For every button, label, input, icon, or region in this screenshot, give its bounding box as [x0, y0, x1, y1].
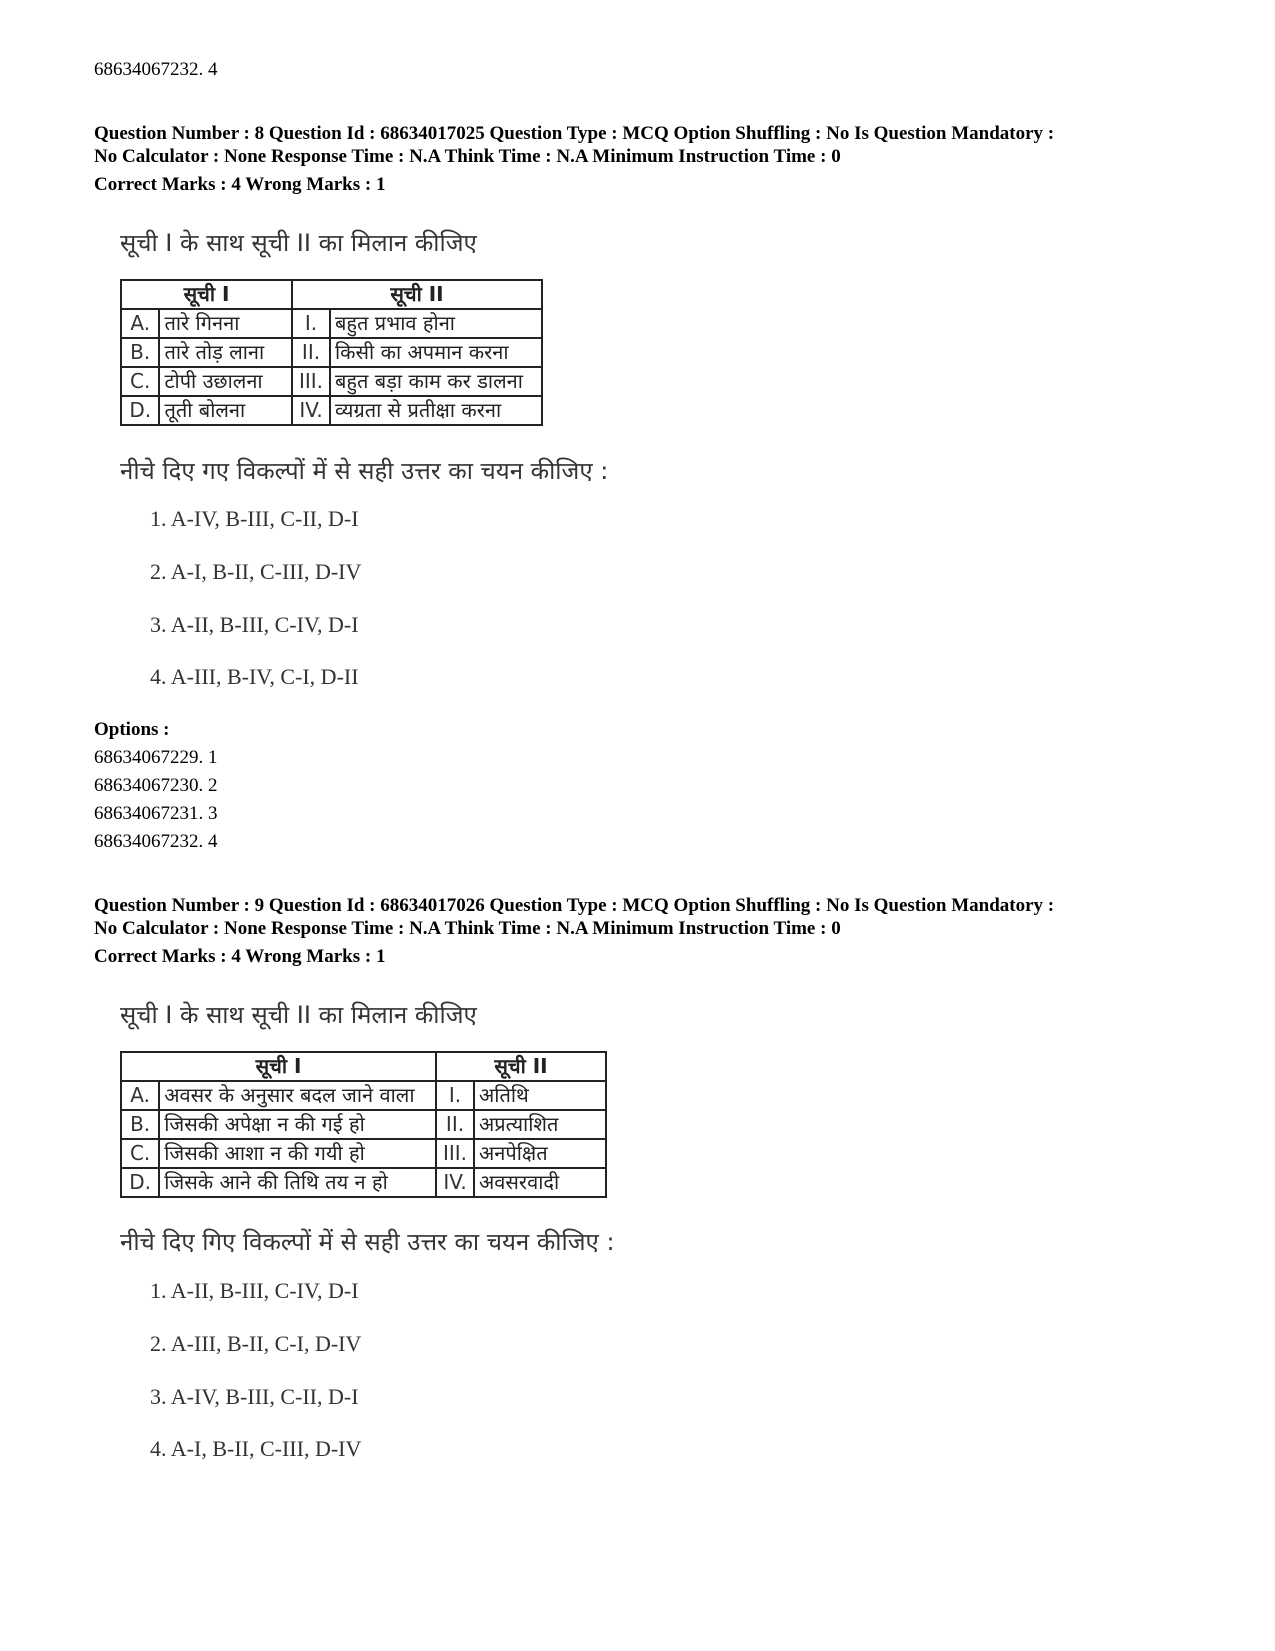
question-9-marks: Correct Marks : 4 Wrong Marks : 1	[94, 946, 386, 967]
row-key-1: D.	[121, 1168, 159, 1197]
row-value-1: जिसके आने की तिथि तय न हो	[159, 1168, 436, 1197]
list-2-header: सूची II	[436, 1052, 606, 1081]
option-id-1: 68634067229. 1	[94, 747, 218, 768]
row-key-1: B.	[121, 338, 159, 367]
row-value-2: बहुत बड़ा काम कर डालना	[330, 367, 542, 396]
list-1-header: सूची I	[121, 280, 292, 309]
table-row	[121, 1168, 606, 1197]
table-row	[121, 396, 542, 425]
row-value-1: जिसकी आशा न की गयी हो	[159, 1139, 436, 1168]
row-value-2: अवसरवादी	[474, 1168, 606, 1197]
prev-answer-line: 68634067232. 4	[94, 59, 218, 80]
row-value-1: तूती बोलना	[159, 396, 292, 425]
table-header-row	[121, 1052, 606, 1081]
question-9-prompt: नीचे दिए गिए विकल्पों में से सही उत्तर का चयन कीजिए :	[120, 1228, 615, 1256]
list-1-header: सूची I	[121, 1052, 436, 1081]
row-value-1: तारे तोड़ लाना	[159, 338, 292, 367]
row-value-2: व्यग्रता से प्रतीक्षा करना	[330, 396, 542, 425]
question-9-meta-line-1: Question Number : 9 Question Id : 68634017026 Question Type : MCQ Option Shuffling : No Is Question Mandatory :	[94, 895, 1055, 916]
question-8-meta-line-2: No Calculator : None Response Time : N.A Think Time : N.A Minimum Instruction Time : 0	[94, 146, 841, 167]
row-key-1: D.	[121, 396, 159, 425]
question-9-choice-1: 1. A-II, B-III, C-IV, D-I	[150, 1278, 359, 1303]
row-key-1: A.	[121, 1081, 159, 1110]
table-row	[121, 367, 542, 396]
row-key-2: IV.	[436, 1168, 474, 1197]
row-key-2: II.	[436, 1110, 474, 1139]
options-label: Options :	[94, 719, 170, 740]
row-key-1: C.	[121, 1139, 159, 1168]
question-9-choice-4: 4. A-I, B-II, C-III, D-IV	[150, 1436, 362, 1461]
table-row	[121, 338, 542, 367]
row-key-2: I.	[292, 309, 330, 338]
question-8-match-table	[120, 279, 543, 426]
row-value-1: टोपी उछालना	[159, 367, 292, 396]
row-value-1: तारे गिनना	[159, 309, 292, 338]
option-id-4: 68634067232. 4	[94, 831, 218, 852]
table-row	[121, 1139, 606, 1168]
row-key-1: A.	[121, 309, 159, 338]
question-8-meta-line-1: Question Number : 8 Question Id : 68634017025 Question Type : MCQ Option Shuffling : No Is Question Mandatory :	[94, 123, 1055, 144]
row-value-2: किसी का अपमान करना	[330, 338, 542, 367]
table-row	[121, 1110, 606, 1139]
row-value-2: अतिथि	[474, 1081, 606, 1110]
question-9-choice-2: 2. A-III, B-II, C-I, D-IV	[150, 1331, 362, 1356]
row-key-1: B.	[121, 1110, 159, 1139]
table-header-row	[121, 280, 542, 309]
question-8-choice-1: 1. A-IV, B-III, C-II, D-I	[150, 506, 359, 531]
question-8-choice-4: 4. A-III, B-IV, C-I, D-II	[150, 664, 359, 689]
row-value-2: अनपेक्षित	[474, 1139, 606, 1168]
table-row	[121, 1081, 606, 1110]
question-9-choice-3: 3. A-IV, B-III, C-II, D-I	[150, 1384, 359, 1409]
option-id-3: 68634067231. 3	[94, 803, 218, 824]
option-id-2: 68634067230. 2	[94, 775, 218, 796]
question-9-match-table	[120, 1051, 607, 1198]
question-9-instruction: सूची I के साथ सूची II का मिलान कीजिए	[120, 1001, 477, 1029]
row-key-2: III.	[436, 1139, 474, 1168]
row-key-2: I.	[436, 1081, 474, 1110]
question-8-prompt: नीचे दिए गए विकल्पों में से सही उत्तर का चयन कीजिए :	[120, 457, 609, 485]
question-8-marks: Correct Marks : 4 Wrong Marks : 1	[94, 174, 386, 195]
question-9-meta-line-2: No Calculator : None Response Time : N.A Think Time : N.A Minimum Instruction Time : 0	[94, 918, 841, 939]
row-value-2: अप्रत्याशित	[474, 1110, 606, 1139]
row-value-2: बहुत प्रभाव होना	[330, 309, 542, 338]
row-value-1: जिसकी अपेक्षा न की गई हो	[159, 1110, 436, 1139]
row-value-1: अवसर के अनुसार बदल जाने वाला	[159, 1081, 436, 1110]
question-8-instruction: सूची I के साथ सूची II का मिलान कीजिए	[120, 229, 477, 257]
table-row	[121, 309, 542, 338]
row-key-2: III.	[292, 367, 330, 396]
row-key-2: IV.	[292, 396, 330, 425]
row-key-1: C.	[121, 367, 159, 396]
question-8-choice-3: 3. A-II, B-III, C-IV, D-I	[150, 612, 359, 637]
row-key-2: II.	[292, 338, 330, 367]
list-2-header: सूची II	[292, 280, 542, 309]
question-8-choice-2: 2. A-I, B-II, C-III, D-IV	[150, 559, 362, 584]
